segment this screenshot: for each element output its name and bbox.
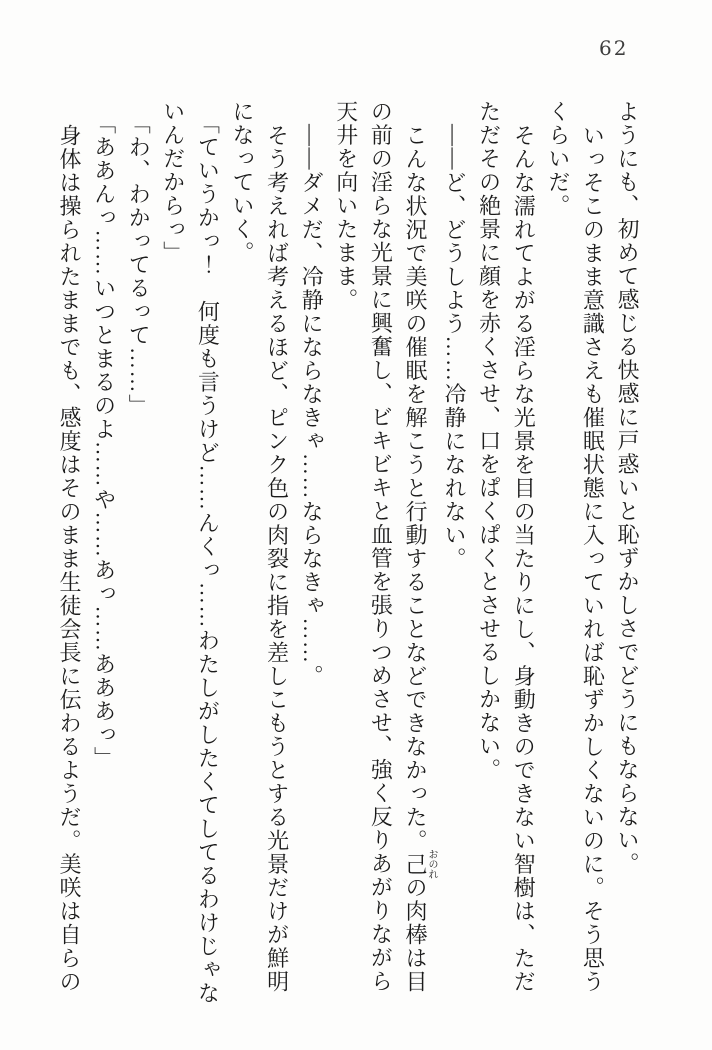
text-column-16: 「ああんっ……いつとまるのよ……や……あっ……あああっ」 (91, 112, 117, 770)
text-column-10: ――ダメだ、冷静にならなきゃ……ならなきゃ……。 (299, 124, 325, 688)
text-column-13: 「ていうかっ！ 何度も言うけど……んくっ……わたしがしたくてしてるわけじゃな (195, 112, 221, 1005)
text-column-4: そんな濡れてよがる淫らな光景を目の当たりにし、身動きのできない智樹は、ただ (511, 124, 537, 994)
text-column-3: くらいだ。 (545, 100, 571, 218)
text-column-15: 「わ、わかってるって……」 (126, 112, 152, 418)
text-column-7 (397, 100, 436, 1015)
ruby-base: 己 (402, 849, 428, 880)
text-column-14: いんだからっ」 (160, 100, 186, 265)
text-column-12: になっていく。 (229, 100, 255, 265)
ruby-text: おのれ (425, 849, 437, 880)
text-column-17: 身体は操られたままでも、感度はそのまま生徒会長に伝わるようだ。美咲は自らの (57, 124, 82, 994)
text-column-8: の前の淫らな光景に興奮し、ビキビキと血管を張りつめさせ、強く反りあがりながら (368, 100, 394, 993)
text-after-ruby: の肉棒は目 (402, 876, 428, 994)
page-number: 62 (599, 36, 629, 60)
text-column-2: いっそこのまま意識さえも催眠状態に入っていれば恥ずかしくないのに。そう思う (580, 124, 606, 994)
text-column-11: そう考えれば考えるほど、ピンク色の肉裂に指を差しこもうとする光景だけが鮮明 (264, 124, 290, 994)
text-before-ruby: こんな状況で美咲の催眠を解こうと行動することなどできなかった。 (402, 124, 428, 853)
page-text (51, 100, 644, 1015)
text-column-5: ただその絶景に顔を赤くさせ、口をぱくぱくとさせるしかない。 (476, 100, 502, 782)
text-column-1: ようにも、初めて感じる快感に戸惑いと恥ずかしさでどうにもならない。 (615, 100, 640, 876)
text-column-6: ――ど、どうしよう……冷静になれない。 (442, 124, 468, 571)
text-column-9: 天井を向いたまま。 (333, 100, 359, 312)
furigana-onore (402, 849, 437, 880)
